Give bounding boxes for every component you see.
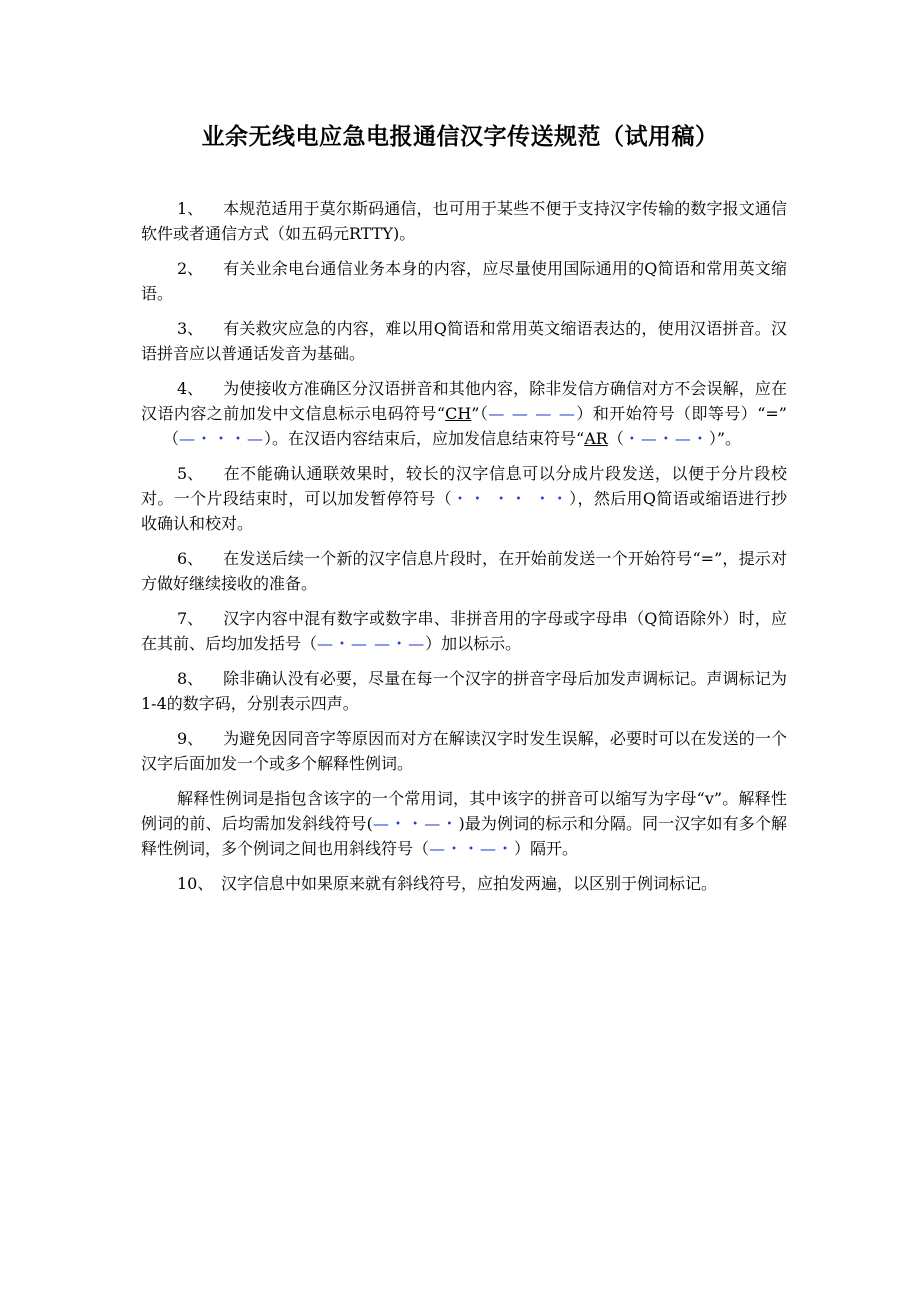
paragraph-text: ）隔开。	[514, 839, 579, 858]
paragraph-6	[141, 546, 787, 596]
paragraph-text: 汉字内容中混有数字或数字串、非拼音用的字母或字母串（Q简语除外）时，应在其前、后均加发括号（	[141, 609, 787, 653]
paragraph-text: 解释性例词是指包含该字的一个常用词，其中该字的拼音可以缩写为字母“v”。解释性例词的前、后均需加发斜线符号(	[141, 789, 787, 833]
paragraph-3	[141, 316, 787, 366]
morse-code-equals: —・・・—	[179, 429, 265, 448]
paragraph-10	[141, 871, 787, 896]
paragraph-text: 除非确认没有必要，尽量在每一个汉字的拼音字母后加发声调标记。声调标记为1-4的数字码，分别表示四声。	[141, 669, 787, 713]
ch-code-name: CH	[445, 404, 472, 423]
paragraph-4	[141, 376, 787, 451]
morse-code-slash: —・・—・	[429, 839, 515, 858]
paragraph-text: 有关业余电台通信业务本身的内容，应尽量使用国际通用的Q简语和常用英文缩语。	[141, 259, 787, 303]
paragraph-text: ）和开始符号（即等号）“=”	[575, 404, 787, 423]
ar-code-name: AR	[584, 429, 608, 448]
paragraph-number: 10、	[177, 874, 214, 893]
document-body	[141, 196, 787, 906]
paragraph-text: ”（	[471, 404, 489, 423]
paragraph-text: 有关救灾应急的内容，难以用Q简语和常用英文缩语表达的，使用汉语拼音。汉语拼音应以普通话发音为基础。	[141, 319, 787, 363]
paragraph-text: ）加以标示。	[425, 634, 522, 653]
paragraph-1	[141, 196, 787, 246]
paragraph-text: 为使接收方准确区分汉语拼音和其他内容，除非发信方确信对方不会误解，应在汉语内容之前加发中文信息标示电码符号“	[141, 379, 787, 423]
paragraph-number: 6、	[177, 549, 204, 568]
paragraph-number: 5、	[177, 464, 204, 483]
paragraph-text: )最为例词的标示和分隔。同一汉字如有多个解释性例词，多个例词之间也用斜线符号（	[141, 814, 787, 858]
paragraph-number: 8、	[177, 669, 204, 688]
paragraph-number: 2、	[177, 259, 204, 278]
paragraph-number: 4、	[177, 379, 204, 398]
paragraph-5	[141, 461, 787, 536]
paragraph-text: 在发送后续一个新的汉字信息片段时，在开始前发送一个开始符号“=”，提示对方做好继续接收的准备。	[141, 549, 787, 593]
morse-code-pause: ・・ ・・ ・・	[451, 489, 570, 508]
paragraph-text: ）”。	[708, 429, 742, 448]
paragraph-number: 9、	[177, 729, 204, 748]
document-title: 业余无线电应急电报通信汉字传送规范（试用稿）	[201, 124, 719, 150]
paragraph-number: 1、	[177, 199, 204, 218]
paragraph-text: （	[607, 429, 624, 448]
paragraph-9	[141, 726, 787, 776]
paragraph-text: ），然后用Q简语或缩语进行抄收确认和校对。	[141, 489, 787, 533]
paragraph-text: 本规范适用于莫尔斯码通信，也可用于某些不便于支持汉字传输的数字报文通信软件或者通信方式（如五码元RTTY)。	[141, 199, 787, 243]
paragraph-text: 为避免因同音字等原因而对方在解读汉字时发生误解，必要时可以在发送的一个汉字后面加发一个或多个解释性例词。	[141, 729, 787, 773]
paragraph-text: （	[163, 429, 180, 448]
paragraph-2	[141, 256, 787, 306]
paragraph-9-explanation	[141, 786, 787, 861]
paragraph-number: 3、	[177, 319, 204, 338]
paragraph-number: 7、	[177, 609, 204, 628]
morse-code-slash: —・・—・	[372, 814, 459, 833]
paragraph-7	[141, 606, 787, 656]
morse-code-bracket: —・— —・—	[317, 634, 426, 653]
paragraph-text: 在不能确认通联效果时，较长的汉字信息可以分成片段发送，以便于分片段校对。一个片段结束时，可以加发暂停符号（	[141, 464, 787, 508]
morse-code-ar: ・—・—・	[623, 429, 709, 448]
paragraph-text: 汉字信息中如果原来就有斜线符号，应拍发两遍，以区别于例词标记。	[221, 874, 718, 893]
paragraph-text: ）。在汉语内容结束后，应加发信息结束符号“	[264, 429, 585, 448]
morse-code-ch: — — — —	[488, 404, 576, 423]
paragraph-8	[141, 666, 787, 716]
